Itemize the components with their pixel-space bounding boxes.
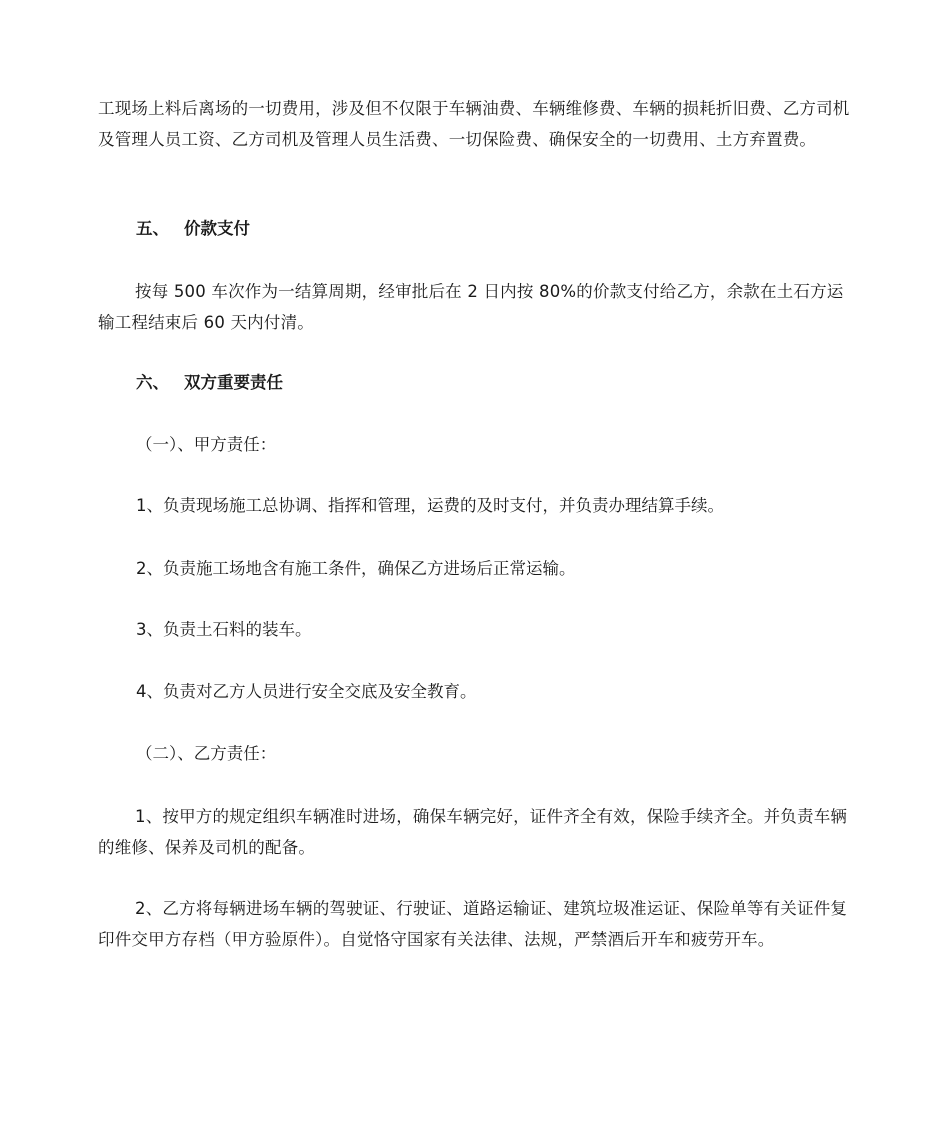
payment-paragraph: 按每 500 车次作为一结算周期，经审批后在 2 日内按 80%的价款支付给乙方，余款在土石方运输工程结束后 60 天内付清。 [98, 282, 844, 332]
party-a-item-2: 2、负责施工场地含有施工条件，确保乙方进场后正常运输。 [136, 559, 576, 578]
fee-paragraph: 工现场上料后离场的一切费用，涉及但不仅限于车辆油费、车辆维修费、车辆的损耗折旧费、乙方司机及管理人员工资、乙方司机及管理人员生活费、一切保险费、确保安全的一切费用、土方弃置费。 [98, 99, 850, 149]
section-5-heading [136, 213, 250, 244]
party-a-item-3: 3、负责土石料的装车。 [136, 620, 312, 639]
party-b-heading: （二）、乙方责任： [136, 744, 277, 763]
party-a-item-1: 1、负责现场施工总协调、指挥和管理，运费的及时支付，并负责办理结算手续。 [136, 496, 724, 515]
party-a-heading: （一）、甲方责任： [136, 435, 277, 454]
party-b-item-1: 1、按甲方的规定组织车辆准时进场，确保车辆完好，证件齐全有效，保险手续齐全。并负责车辆的维修、保养及司机的配备。 [98, 807, 848, 857]
section-6-number: 六、 [136, 373, 169, 392]
section-5-number: 五、 [136, 219, 169, 238]
section-6-title: 双方重要责任 [184, 373, 283, 392]
party-b-item-2: 2、乙方将每辆进场车辆的驾驶证、行驶证、道路运输证、建筑垃圾准运证、保险单等有关证件复印件交甲方存档（甲方验原件）。自觉恪守国家有关法律、法规，严禁酒后开车和疲劳开车。 [98, 899, 848, 949]
section-6-heading [136, 367, 283, 398]
section-5-title: 价款支付 [184, 219, 250, 238]
party-a-item-4: 4、负责对乙方人员进行安全交底及安全教育。 [136, 682, 477, 701]
